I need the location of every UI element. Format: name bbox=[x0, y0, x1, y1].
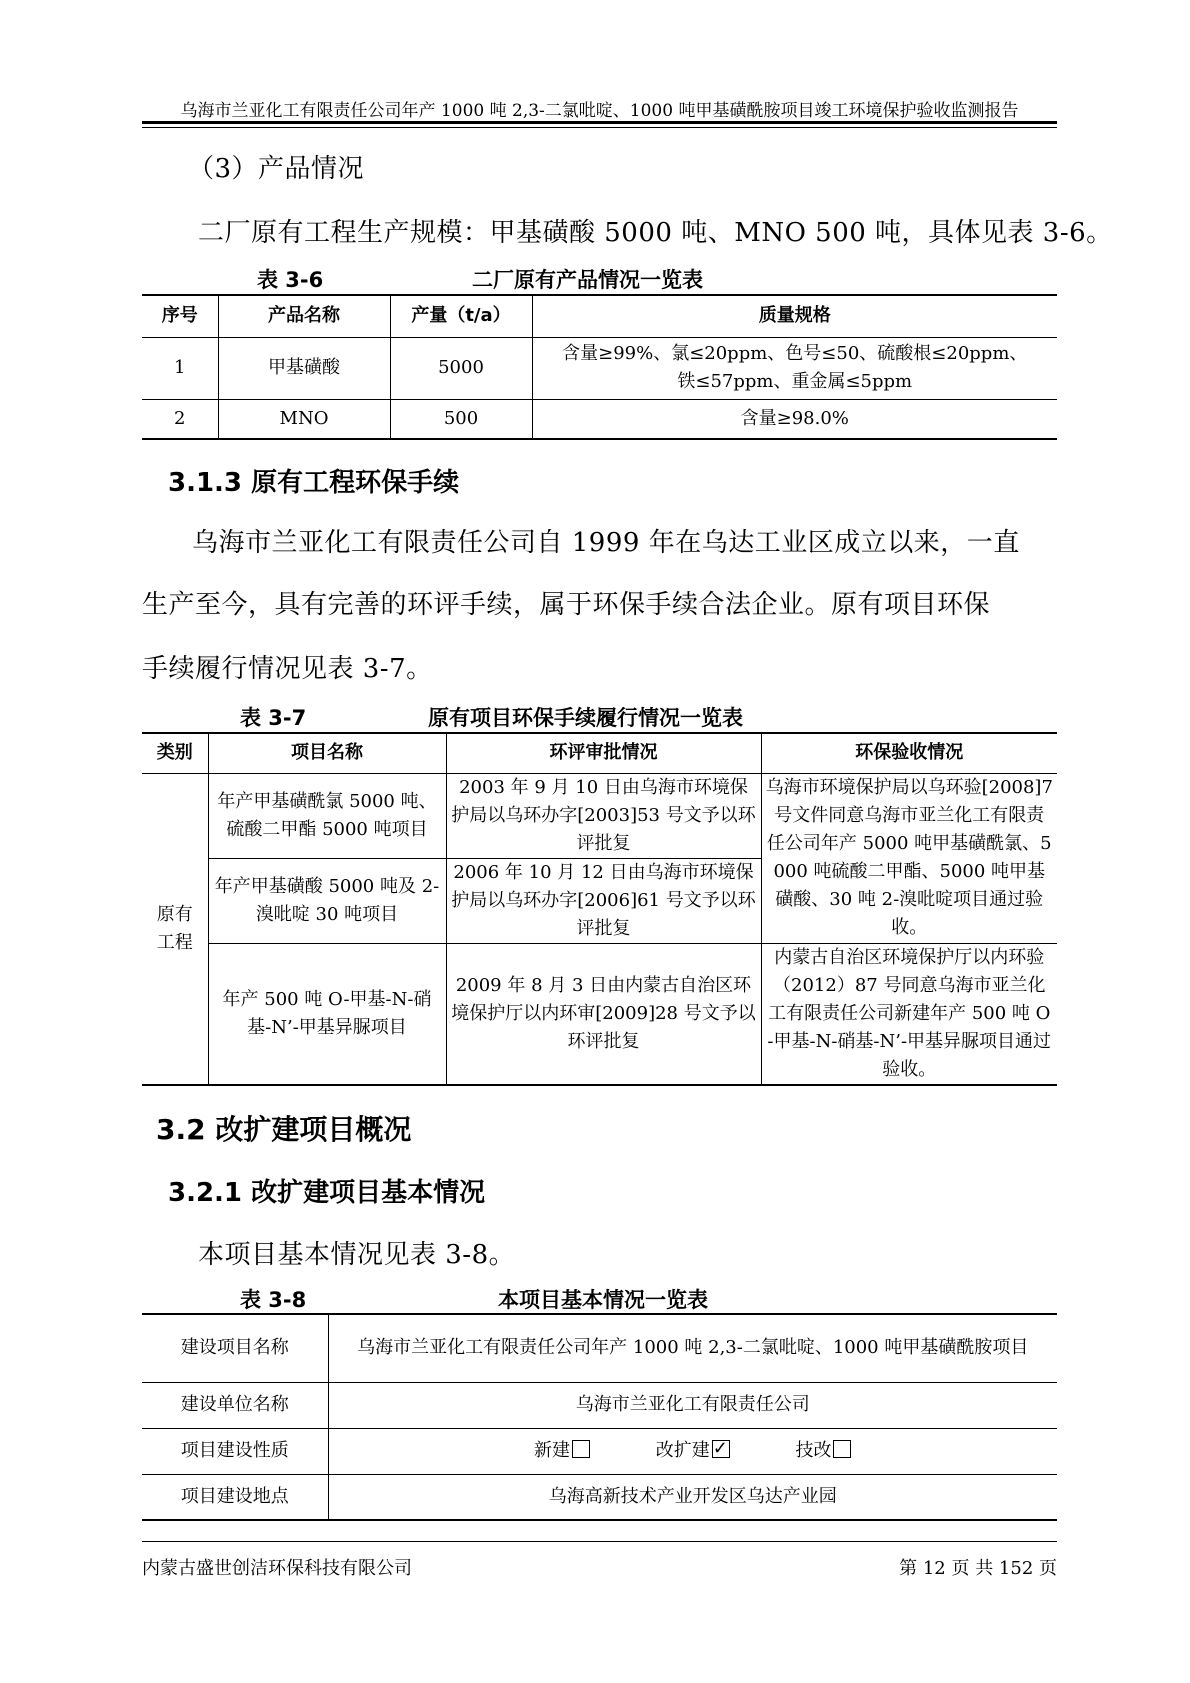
footer-page-number: 第 12 页 共 152 页 bbox=[899, 1558, 1057, 1579]
table-3-8 bbox=[142, 1313, 1057, 1521]
table-row bbox=[142, 1314, 1057, 1382]
products-heading: （3）产品情况 bbox=[188, 154, 365, 184]
col-header: 类别 bbox=[142, 733, 208, 773]
cell-value: 乌海市兰亚化工有限责任公司 bbox=[328, 1382, 1057, 1428]
spec-line: 含量≥99%、氯≤20ppm、色号≤50、硫酸根≤20ppm、 bbox=[562, 343, 1028, 364]
cell-value: 乌海市兰亚化工有限责任公司年产 1000 吨 2,3-二氯吡啶、1000 吨甲基磺酰胺项目 bbox=[328, 1314, 1057, 1382]
option-expansion bbox=[656, 1437, 730, 1465]
cell-spec: 含量≥98.0% bbox=[532, 399, 1057, 439]
table-3-7-number: 表 3-7 bbox=[240, 706, 307, 730]
spec-line: 铁≤57ppm、重金属≤5ppm bbox=[677, 371, 913, 392]
footer-rule bbox=[142, 1541, 1057, 1542]
option-label: 新建 bbox=[534, 1440, 571, 1461]
cell-spec bbox=[532, 337, 1057, 399]
cell-approval: 2003 年 9 月 10 日由乌海市环境保护局以乌环办字[2003]53 号文予以环评批复 bbox=[446, 773, 761, 858]
cell-no: 2 bbox=[142, 399, 218, 439]
paragraph-line: 手续履行情况见表 3-7。 bbox=[142, 654, 433, 684]
cell-label: 项目建设地点 bbox=[142, 1474, 328, 1520]
table-row bbox=[142, 1428, 1057, 1474]
cell-project-name: 年产甲基磺酰氯 5000 吨、硫酸二甲酯 5000 吨项目 bbox=[208, 773, 446, 858]
paragraph-line: 乌海市兰亚化工有限责任公司自 1999 年在乌达工业区成立以来，一直 bbox=[192, 528, 1020, 558]
col-header: 产量（t/a） bbox=[390, 295, 532, 337]
table-header-row bbox=[142, 733, 1057, 773]
cell-approval: 2009 年 8 月 3 日由内蒙古自治区环境保护厅以内环审[2009]28 号文予以环评批复 bbox=[446, 943, 761, 1085]
checkbox-checked-icon bbox=[712, 1440, 730, 1458]
cell-value: 乌海高新技术产业开发区乌达产业园 bbox=[328, 1474, 1057, 1520]
checkbox-unchecked-icon bbox=[572, 1440, 590, 1458]
option-label: 改扩建 bbox=[655, 1440, 710, 1461]
cell-label: 建设单位名称 bbox=[142, 1382, 328, 1428]
cell-name: 甲基磺酸 bbox=[218, 337, 390, 399]
cell-value-options bbox=[328, 1428, 1057, 1474]
header-rule-thick bbox=[142, 121, 1057, 124]
col-header: 序号 bbox=[142, 295, 218, 337]
cell-project-name: 年产甲基磺酸 5000 吨及 2-溴吡啶 30 吨项目 bbox=[208, 858, 446, 943]
table-row bbox=[142, 943, 1057, 1085]
table-3-8-number: 表 3-8 bbox=[240, 1288, 307, 1312]
section-3-1-3-heading: 3.1.3 原有工程环保手续 bbox=[168, 468, 460, 498]
cell-name: MNO bbox=[218, 399, 390, 439]
table-3-7-title: 原有项目环保手续履行情况一览表 bbox=[428, 706, 743, 730]
cell-acceptance: 乌海市环境保护局以乌环验[2008]7 号文件同意乌海市亚兰化工有限责任公司年产 5000 吨甲基磺酰氯、5000 吨硫酸二甲酯、5000 吨甲基磺酸、30 吨 2-溴吡啶项目通过验收。 bbox=[761, 773, 1057, 943]
cell-output: 5000 bbox=[390, 337, 532, 399]
cell-acceptance: 内蒙古自治区环境保护厅以内环验（2012）87 号同意乌海市亚兰化工有限责任公司新建年产 500 吨 O-甲基-N-硝基-N’-甲基异脲项目通过验收。 bbox=[761, 943, 1057, 1085]
table-row bbox=[142, 1382, 1057, 1428]
products-paragraph: 二厂原有工程生产规模：甲基磺酸 5000 吨、MNO 500 吨，具体见表 3-6。 bbox=[198, 218, 1113, 248]
section-3-2-1-paragraph: 本项目基本情况见表 3-8。 bbox=[198, 1240, 516, 1270]
col-header: 环保验收情况 bbox=[761, 733, 1057, 773]
option-renovation bbox=[795, 1437, 851, 1465]
cell-label: 建设项目名称 bbox=[142, 1314, 328, 1382]
table-header-row bbox=[142, 295, 1057, 337]
footer-company: 内蒙古盛世创洁环保科技有限公司 bbox=[142, 1558, 412, 1579]
col-header: 质量规格 bbox=[532, 295, 1057, 337]
col-header: 项目名称 bbox=[208, 733, 446, 773]
table-3-8-title: 本项目基本情况一览表 bbox=[498, 1288, 708, 1312]
table-3-6 bbox=[142, 294, 1057, 440]
cell-no: 1 bbox=[142, 337, 218, 399]
cell-label: 项目建设性质 bbox=[142, 1428, 328, 1474]
cell-output: 500 bbox=[390, 399, 532, 439]
paragraph-line: 生产至今，具有完善的环评手续，属于环保手续合法企业。原有项目环保 bbox=[142, 590, 991, 620]
col-header: 环评审批情况 bbox=[446, 733, 761, 773]
section-3-2-1-heading: 3.2.1 改扩建项目基本情况 bbox=[168, 1178, 486, 1208]
table-3-6-number: 表 3-6 bbox=[257, 268, 324, 292]
table-3-7 bbox=[142, 732, 1057, 1086]
section-3-2-heading: 3.2 改扩建项目概况 bbox=[156, 1113, 412, 1146]
option-new-build bbox=[534, 1437, 590, 1465]
cell-approval: 2006 年 10 月 12 日由乌海市环境保护局以乌环办字[2006]61 号文予以环评批复 bbox=[446, 858, 761, 943]
checkbox-unchecked-icon bbox=[833, 1440, 851, 1458]
table-row bbox=[142, 337, 1057, 399]
category-text: 原有工程 bbox=[156, 903, 193, 953]
cell-category bbox=[142, 773, 208, 1085]
table-row bbox=[142, 399, 1057, 439]
col-header: 产品名称 bbox=[218, 295, 390, 337]
table-3-6-title: 二厂原有产品情况一览表 bbox=[472, 268, 703, 292]
running-header: 乌海市兰亚化工有限责任公司年产 1000 吨 2,3-二氯吡啶、1000 吨甲基磺酰胺项目竣工环境保护验收监测报告 bbox=[180, 101, 1019, 121]
header-rule-thin bbox=[142, 127, 1057, 128]
option-label: 技改 bbox=[795, 1440, 832, 1461]
cell-project-name: 年产 500 吨 O-甲基-N-硝基-N’-甲基异脲项目 bbox=[208, 943, 446, 1085]
table-row bbox=[142, 773, 1057, 858]
table-row bbox=[142, 1474, 1057, 1520]
